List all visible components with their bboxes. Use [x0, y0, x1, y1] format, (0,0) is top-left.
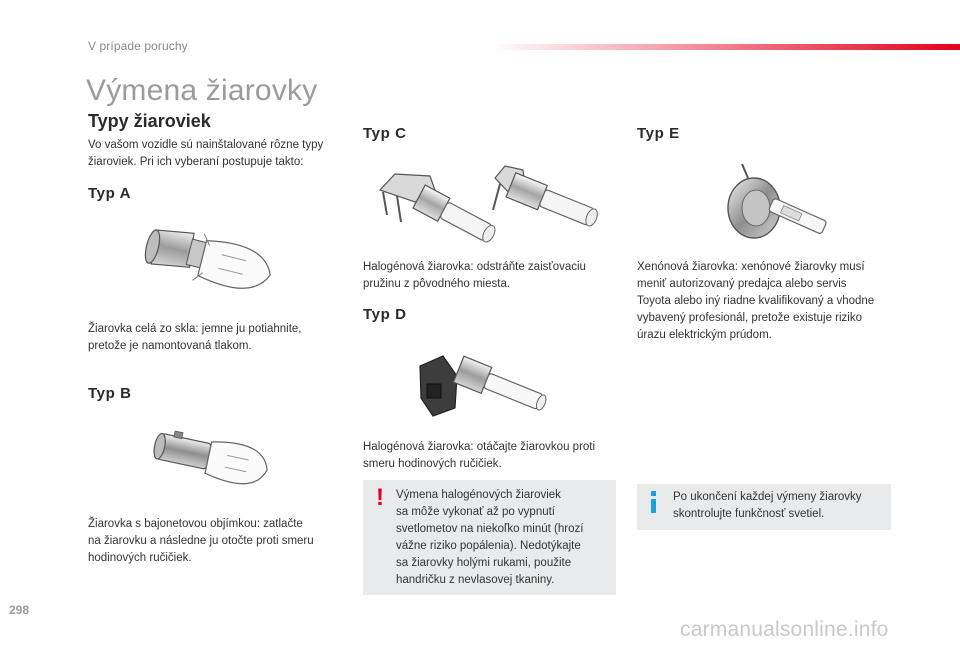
intro-line: Vo vašom vozidle sú nainštalované rôzne typy	[88, 139, 324, 151]
type-c-line: pružinu z pôvodného miesta.	[363, 278, 511, 290]
warning-line: svetlometov na niekoľko minút (hrozí	[396, 523, 584, 535]
section-label: V prípade poruchy	[88, 39, 188, 53]
warning-icon: !	[376, 484, 384, 511]
warning-line: sa môže vykonať až po vypnutí	[396, 506, 556, 518]
info-icon	[646, 490, 660, 514]
type-d-line: smeru hodinových ručičiek.	[363, 458, 502, 470]
bulb-type-e-image	[720, 158, 840, 250]
watermark: carmanualsonline.info	[680, 618, 889, 641]
type-e-line: Toyota alebo iný riadne kvalifikovaný a vhodne	[637, 295, 875, 307]
warning-line: Výmena halogénových žiaroviek	[396, 489, 561, 501]
warning-line: handričku z nevlasovej tkaniny.	[396, 574, 555, 586]
section-subtitle: Typy žiaroviek	[88, 111, 211, 131]
page-number: 298	[9, 603, 30, 617]
type-b-line: Žiarovka s bajonetovou objímkou: zatlačte	[88, 518, 303, 530]
info-line: Po ukončení každej výmeny žiarovky	[673, 491, 862, 503]
type-b-heading: Typ B	[88, 385, 132, 402]
type-a-line: Žiarovka celá zo skla: jemne ju potiahnite,	[88, 323, 302, 335]
intro-text	[88, 137, 323, 171]
intro-line: žiaroviek. Pri ich vyberaní postupuje takto:	[88, 156, 304, 168]
type-e-line: meniť autorizovaný predajca alebo servis	[637, 278, 847, 290]
type-a-heading: Typ A	[88, 185, 131, 202]
type-c-description	[363, 259, 586, 293]
info-text	[673, 489, 862, 523]
warning-text	[396, 487, 583, 589]
type-e-heading: Typ E	[637, 125, 680, 142]
type-c-heading: Typ C	[363, 125, 407, 142]
type-b-line: na žiarovku a následne ju otočte proti smeru	[88, 535, 314, 547]
type-e-line: úrazu elektrickým prúdom.	[637, 329, 772, 341]
type-d-description	[363, 439, 595, 473]
type-e-line: vybavený profesionál, pretože existuje riziko	[637, 312, 863, 324]
warning-line: vážne riziko popálenia). Nedotýkajte	[396, 540, 581, 552]
bulb-type-d-image	[415, 346, 565, 426]
warning-line: sa žiarovky holými rukami, použite	[396, 557, 572, 569]
type-a-line: pretože je namontovaná tlakom.	[88, 340, 252, 352]
type-c-line: Halogénová žiarovka: odstráňte zaisťovaciu	[363, 261, 586, 273]
type-e-description	[637, 259, 874, 344]
info-line: skontrolujte funkčnosť svetiel.	[673, 508, 825, 520]
bulb-type-a-image	[140, 222, 285, 297]
type-d-line: Halogénová žiarovka: otáčajte žiarovkou proti	[363, 441, 596, 453]
header-accent-bar	[490, 44, 960, 50]
type-b-line: hodinových ručičiek.	[88, 552, 192, 564]
type-a-description	[88, 321, 302, 355]
bulb-type-c-image	[375, 160, 610, 250]
type-b-description	[88, 516, 314, 567]
warning-note	[363, 480, 616, 595]
bulb-type-b-image	[150, 425, 280, 495]
page-title: Výmena žiarovky	[86, 74, 318, 107]
type-d-heading: Typ D	[363, 306, 407, 323]
info-note	[637, 484, 891, 530]
type-e-line: Xenónová žiarovka: xenónové žiarovky musí	[637, 261, 865, 273]
